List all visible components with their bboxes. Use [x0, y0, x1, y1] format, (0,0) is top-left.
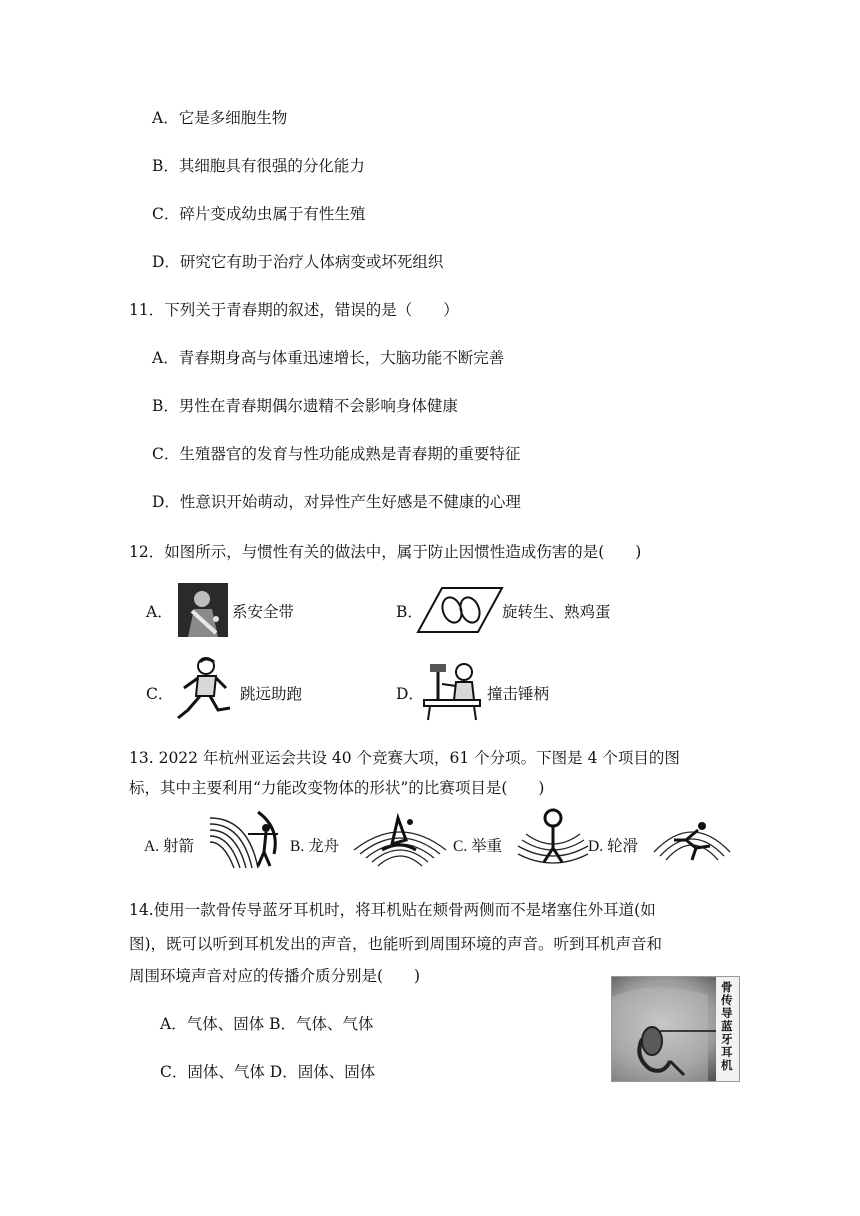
q12-option-b-letter: B． [396, 603, 423, 621]
q11-option-d: D．性意识开始萌动，对异性产生好感是不健康的心理 [152, 493, 521, 511]
q10-option-a: A．它是多细胞生物 [152, 109, 288, 127]
q12-option-d-text: 撞击锤柄 [487, 685, 550, 703]
q14-options-line2: C．固体、气体 D．固体、固体 [160, 1063, 376, 1081]
archery-icon [208, 808, 282, 870]
q12-option-a-letter: A． [146, 603, 173, 621]
q14-stem-line2: 图)，既可以听到耳机发出的声音，也能听到周围环境的声音。听到耳机声音和 [129, 935, 663, 953]
q13-option-c: C. 举重 [453, 838, 503, 855]
seatbelt-image [178, 583, 228, 637]
q11-stem: 11．下列关于青春期的叙述，错误的是（ ） [129, 301, 459, 319]
bone-conduction-headphone-photo [611, 976, 740, 1082]
q12-option-d-letter: D． [396, 685, 424, 703]
q11-option-b: B．男性在青春期偶尔遗精不会影响身体健康 [152, 397, 458, 415]
long-jump-runner-image [172, 656, 234, 722]
q12-option-c-letter: C． [146, 685, 174, 703]
q12-option-b-text: 旋转生、熟鸡蛋 [502, 603, 611, 621]
q11-option-a: A．青春期身高与体重迅速增长，大脑功能不断完善 [152, 349, 505, 367]
weightlifting-icon [516, 806, 590, 868]
q13-stem-line1: 13. 2022 年杭州亚运会共设 40 个竞赛大项，61 个分项。下图是 4 个项目的图 [129, 749, 680, 767]
roller-skating-icon [652, 816, 732, 866]
q13-option-d: D. 轮滑 [588, 838, 638, 855]
q10-option-b: B．其细胞具有很强的分化能力 [152, 157, 365, 175]
dragon-boat-icon [352, 810, 448, 868]
q12-stem: 12．如图所示，与惯性有关的做法中，属于防止因惯性造成伤害的是( ) [129, 543, 642, 561]
q12-option-c-text: 跳远助跑 [240, 685, 303, 703]
q13-option-a: A. 射箭 [144, 838, 194, 855]
q12-option-a-text: 系安全带 [232, 603, 295, 621]
q14-stem-line1: 14.使用一款骨传导蓝牙耳机时，将耳机贴在颊骨两侧而不是堵塞住外耳道(如 [129, 901, 656, 919]
eggs-on-plate-image [418, 586, 502, 634]
q11-option-c: C．生殖器官的发育与性功能成熟是青春期的重要特征 [152, 445, 521, 463]
q13-stem-line2: 标，其中主要利用“力能改变物体的形状”的比赛项目是( ) [129, 779, 545, 797]
q10-option-c: C．碎片变成幼虫属于有性生殖 [152, 205, 366, 223]
q14-stem-line3: 周围环境声音对应的传播介质分别是( ) [129, 967, 421, 985]
q13-option-b: B. 龙舟 [290, 838, 340, 855]
q14-options-line1: A．气体、固体 B．气体、气体 [160, 1015, 374, 1033]
headphone-figure-label: 骨传导蓝牙耳机 [721, 980, 733, 1072]
q10-option-d: D．研究它有助于治疗人体病变或坏死组织 [152, 253, 444, 271]
hammer-handle-image [420, 660, 486, 720]
